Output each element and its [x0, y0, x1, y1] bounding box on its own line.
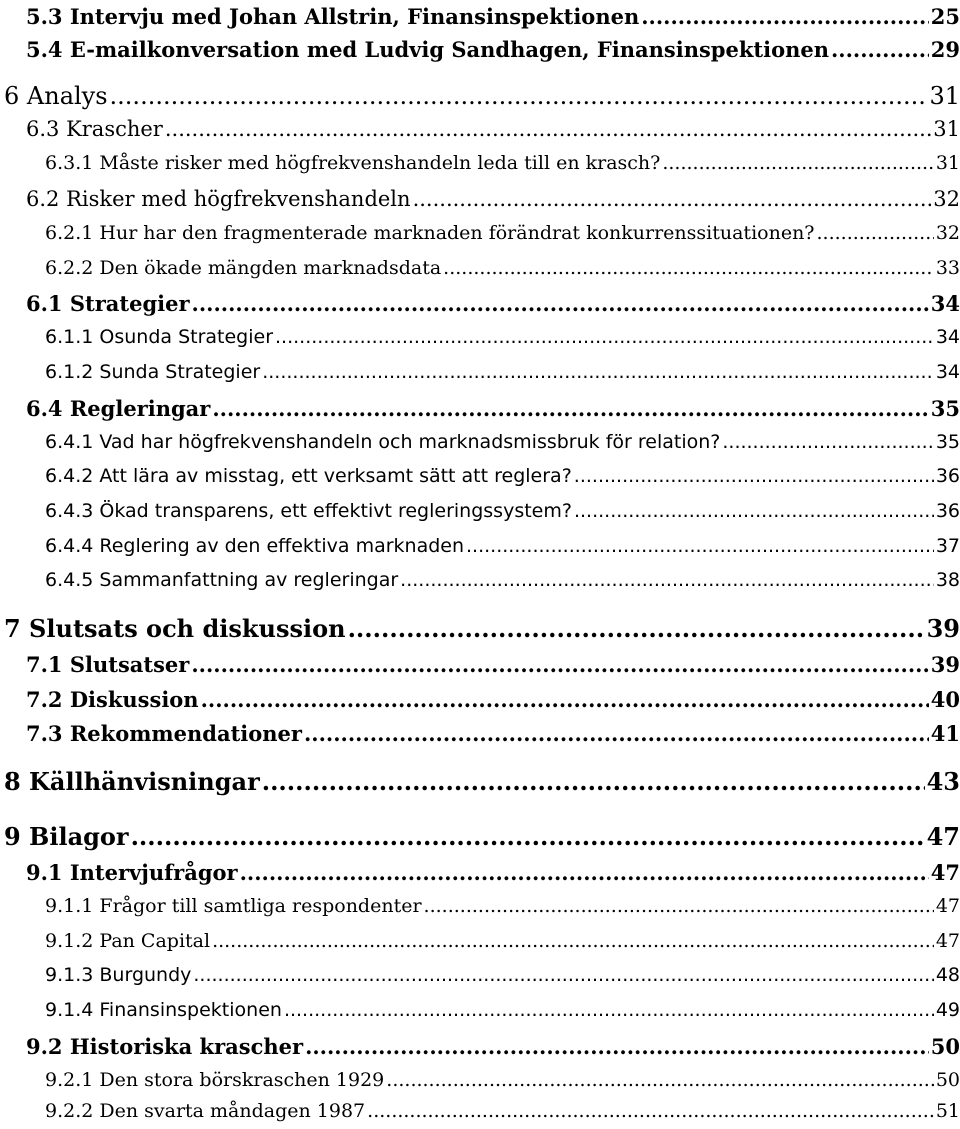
toc-entry-title: 6.4.2 Att lära av misstag, ett verksamt sätt att reglera? [45, 465, 572, 487]
toc-entry-page-number: 39 [930, 652, 960, 677]
toc-entry-title: 9.1.2 Pan Capital [45, 930, 211, 952]
toc-entry[interactable] [26, 687, 960, 712]
toc-entry[interactable] [26, 291, 960, 316]
toc-entry-page-number: 49 [935, 999, 960, 1021]
toc-entry-title: 6.4 Regleringar [26, 396, 211, 421]
toc-entry[interactable] [45, 1069, 960, 1091]
toc-entry[interactable] [45, 257, 960, 279]
toc-entry-title: 9.1 Intervjufrågor [26, 860, 238, 885]
toc-entry-title: 9.1.1 Frågor till samtliga respondenter [45, 895, 422, 917]
toc-entry[interactable] [26, 187, 960, 211]
toc-entry-title: 6.2.2 Den ökade mängden marknadsdata [45, 257, 442, 279]
dot-leader [641, 4, 929, 29]
toc-entry-page-number: 31 [935, 152, 960, 174]
toc-entry[interactable] [45, 930, 960, 952]
toc-entry-page-number: 47 [926, 822, 960, 851]
toc-entry-title: 8 Källhänvisningar [4, 767, 260, 796]
toc-entry-page-number: 47 [930, 860, 960, 885]
toc-entry-title: 6.4.3 Ökad transparens, ett effektivt regleringssystem? [45, 500, 572, 522]
toc-entry-title: 6.2 Risker med högfrekvenshandeln [26, 187, 411, 211]
dot-leader [424, 895, 934, 917]
dot-leader [722, 431, 933, 453]
toc-entry-title: 9.1.4 Finansinspektionen [45, 999, 282, 1021]
toc-entry-page-number: 51 [935, 1100, 960, 1122]
toc-entry-title: 6.4.5 Sammanfattning av regleringar [45, 569, 399, 591]
toc-entry-page-number: 47 [935, 895, 960, 917]
toc-entry-page-number: 47 [935, 930, 960, 952]
toc-entry[interactable] [45, 222, 960, 244]
dot-leader [400, 569, 934, 591]
dot-leader [413, 187, 932, 211]
toc-entry-page-number: 32 [933, 187, 960, 211]
toc-entry-page-number: 32 [935, 222, 960, 244]
toc-entry-page-number: 48 [935, 964, 960, 986]
toc-entry-page-number: 34 [930, 291, 960, 316]
toc-entry-title: 7 Slutsats och diskussion [4, 614, 346, 643]
toc-entry-page-number: 35 [930, 396, 960, 421]
toc-entry[interactable] [45, 361, 960, 383]
toc-entry-title: 6.4.1 Vad har högfrekvenshandeln och marknadsmissbruk för relation? [45, 431, 721, 453]
dot-leader [201, 687, 929, 712]
toc-entry-page-number: 41 [930, 721, 960, 746]
toc-entry-title: 6.1 Strategier [26, 291, 190, 316]
toc-entry-title: 9.2.2 Den svarta måndagen 1987 [45, 1100, 366, 1122]
dot-leader [240, 860, 929, 885]
dot-leader [367, 1100, 934, 1122]
dot-leader [193, 964, 933, 986]
toc-entry-title: 6.3 Krascher [26, 117, 163, 141]
dot-leader [191, 652, 928, 677]
toc-entry-page-number: 39 [926, 614, 960, 643]
toc-entry[interactable] [45, 1100, 960, 1122]
toc-entry-title: 9.2 Historiska krascher [26, 1034, 304, 1059]
toc-entry-title: 9 Bilagor [4, 822, 129, 851]
dot-leader [165, 117, 931, 141]
dot-leader [574, 465, 934, 487]
toc-entry-title: 7.2 Diskussion [26, 687, 199, 712]
dot-leader [466, 535, 934, 557]
toc-entry-title: 7.1 Slutsatser [26, 652, 190, 677]
dot-leader [212, 396, 928, 421]
dot-leader [304, 721, 929, 746]
toc-entry-page-number: 50 [935, 1069, 960, 1091]
toc-entry-title: 6.4.4 Reglering av den effektiva marknaden [45, 535, 465, 557]
toc-entry-page-number: 25 [930, 4, 960, 29]
toc-entry[interactable] [4, 82, 960, 110]
toc-entry-page-number: 34 [935, 326, 960, 348]
toc-entry-page-number: 36 [935, 500, 960, 522]
toc-entry-title: 6.2.1 Hur har den fragmenterade marknaden förändrat konkurrenssituationen? [45, 222, 815, 244]
toc-entry-title: 9.1.3 Burgundy [45, 964, 192, 986]
dot-leader [192, 291, 929, 316]
toc-entry-title: 6.1.2 Sunda Strategier [45, 361, 261, 383]
toc-entry-page-number: 36 [935, 465, 960, 487]
toc-entry[interactable] [45, 535, 960, 557]
dot-leader [574, 500, 934, 522]
toc-entry-page-number: 38 [935, 569, 960, 591]
dot-leader [212, 930, 934, 952]
dot-leader [262, 361, 934, 383]
toc-entry[interactable] [45, 895, 960, 917]
toc-entry-title: 5.4 E-mailkonversation med Ludvig Sandhagen, Finansinspektionen [26, 37, 829, 62]
toc-entry[interactable] [4, 822, 960, 851]
toc-entry[interactable] [4, 614, 960, 643]
toc-entry[interactable] [26, 721, 960, 746]
dot-leader [831, 37, 929, 62]
toc-entry[interactable] [26, 396, 960, 421]
toc-entry[interactable] [45, 152, 960, 174]
toc-entry[interactable] [45, 326, 960, 348]
toc-entry-page-number: 35 [935, 431, 960, 453]
toc-entry-page-number: 37 [935, 535, 960, 557]
dot-leader [443, 257, 934, 279]
toc-entry[interactable] [45, 569, 960, 591]
toc-entry-page-number: 29 [930, 37, 960, 62]
toc-entry-page-number: 33 [935, 257, 960, 279]
toc-entry[interactable] [26, 1034, 960, 1059]
toc-entry[interactable] [45, 999, 960, 1021]
dot-leader [305, 1034, 929, 1059]
dot-leader [284, 999, 934, 1021]
dot-leader [131, 822, 925, 851]
dot-leader [386, 1069, 934, 1091]
toc-entry-page-number: 40 [930, 687, 960, 712]
toc-entry[interactable] [26, 652, 960, 677]
toc-entry-title: 6.1.1 Osunda Strategier [45, 326, 274, 348]
toc-entry-title: 5.3 Intervju med Johan Allstrin, Finansinspektionen [26, 4, 640, 29]
toc-entry[interactable] [26, 117, 960, 141]
toc-entry[interactable] [45, 465, 960, 487]
dot-leader [275, 326, 934, 348]
dot-leader [348, 614, 925, 643]
toc-entry[interactable] [26, 37, 960, 62]
toc-entry-title: 6.3.1 Måste risker med högfrekvenshandeln leda till en krasch? [45, 152, 661, 174]
toc-entry-page-number: 50 [930, 1034, 960, 1059]
toc-entry[interactable] [26, 860, 960, 885]
toc-entry[interactable] [45, 964, 960, 986]
toc-entry[interactable] [45, 431, 960, 453]
toc-entry[interactable] [45, 500, 960, 522]
dot-leader [817, 222, 934, 244]
toc-entry-page-number: 34 [935, 361, 960, 383]
toc-entry-page-number: 43 [926, 767, 960, 796]
toc-entry-title: 6 Analys [4, 82, 108, 110]
toc-entry[interactable] [4, 767, 960, 796]
toc-entry-page-number: 31 [929, 82, 960, 110]
dot-leader [110, 82, 928, 110]
toc-entry-title: 9.2.1 Den stora börskraschen 1929 [45, 1069, 385, 1091]
toc-entry-title: 7.3 Rekommendationer [26, 721, 302, 746]
toc-entry[interactable] [26, 4, 960, 29]
dot-leader [262, 767, 925, 796]
toc-entry-page-number: 31 [933, 117, 960, 141]
dot-leader [662, 152, 933, 174]
